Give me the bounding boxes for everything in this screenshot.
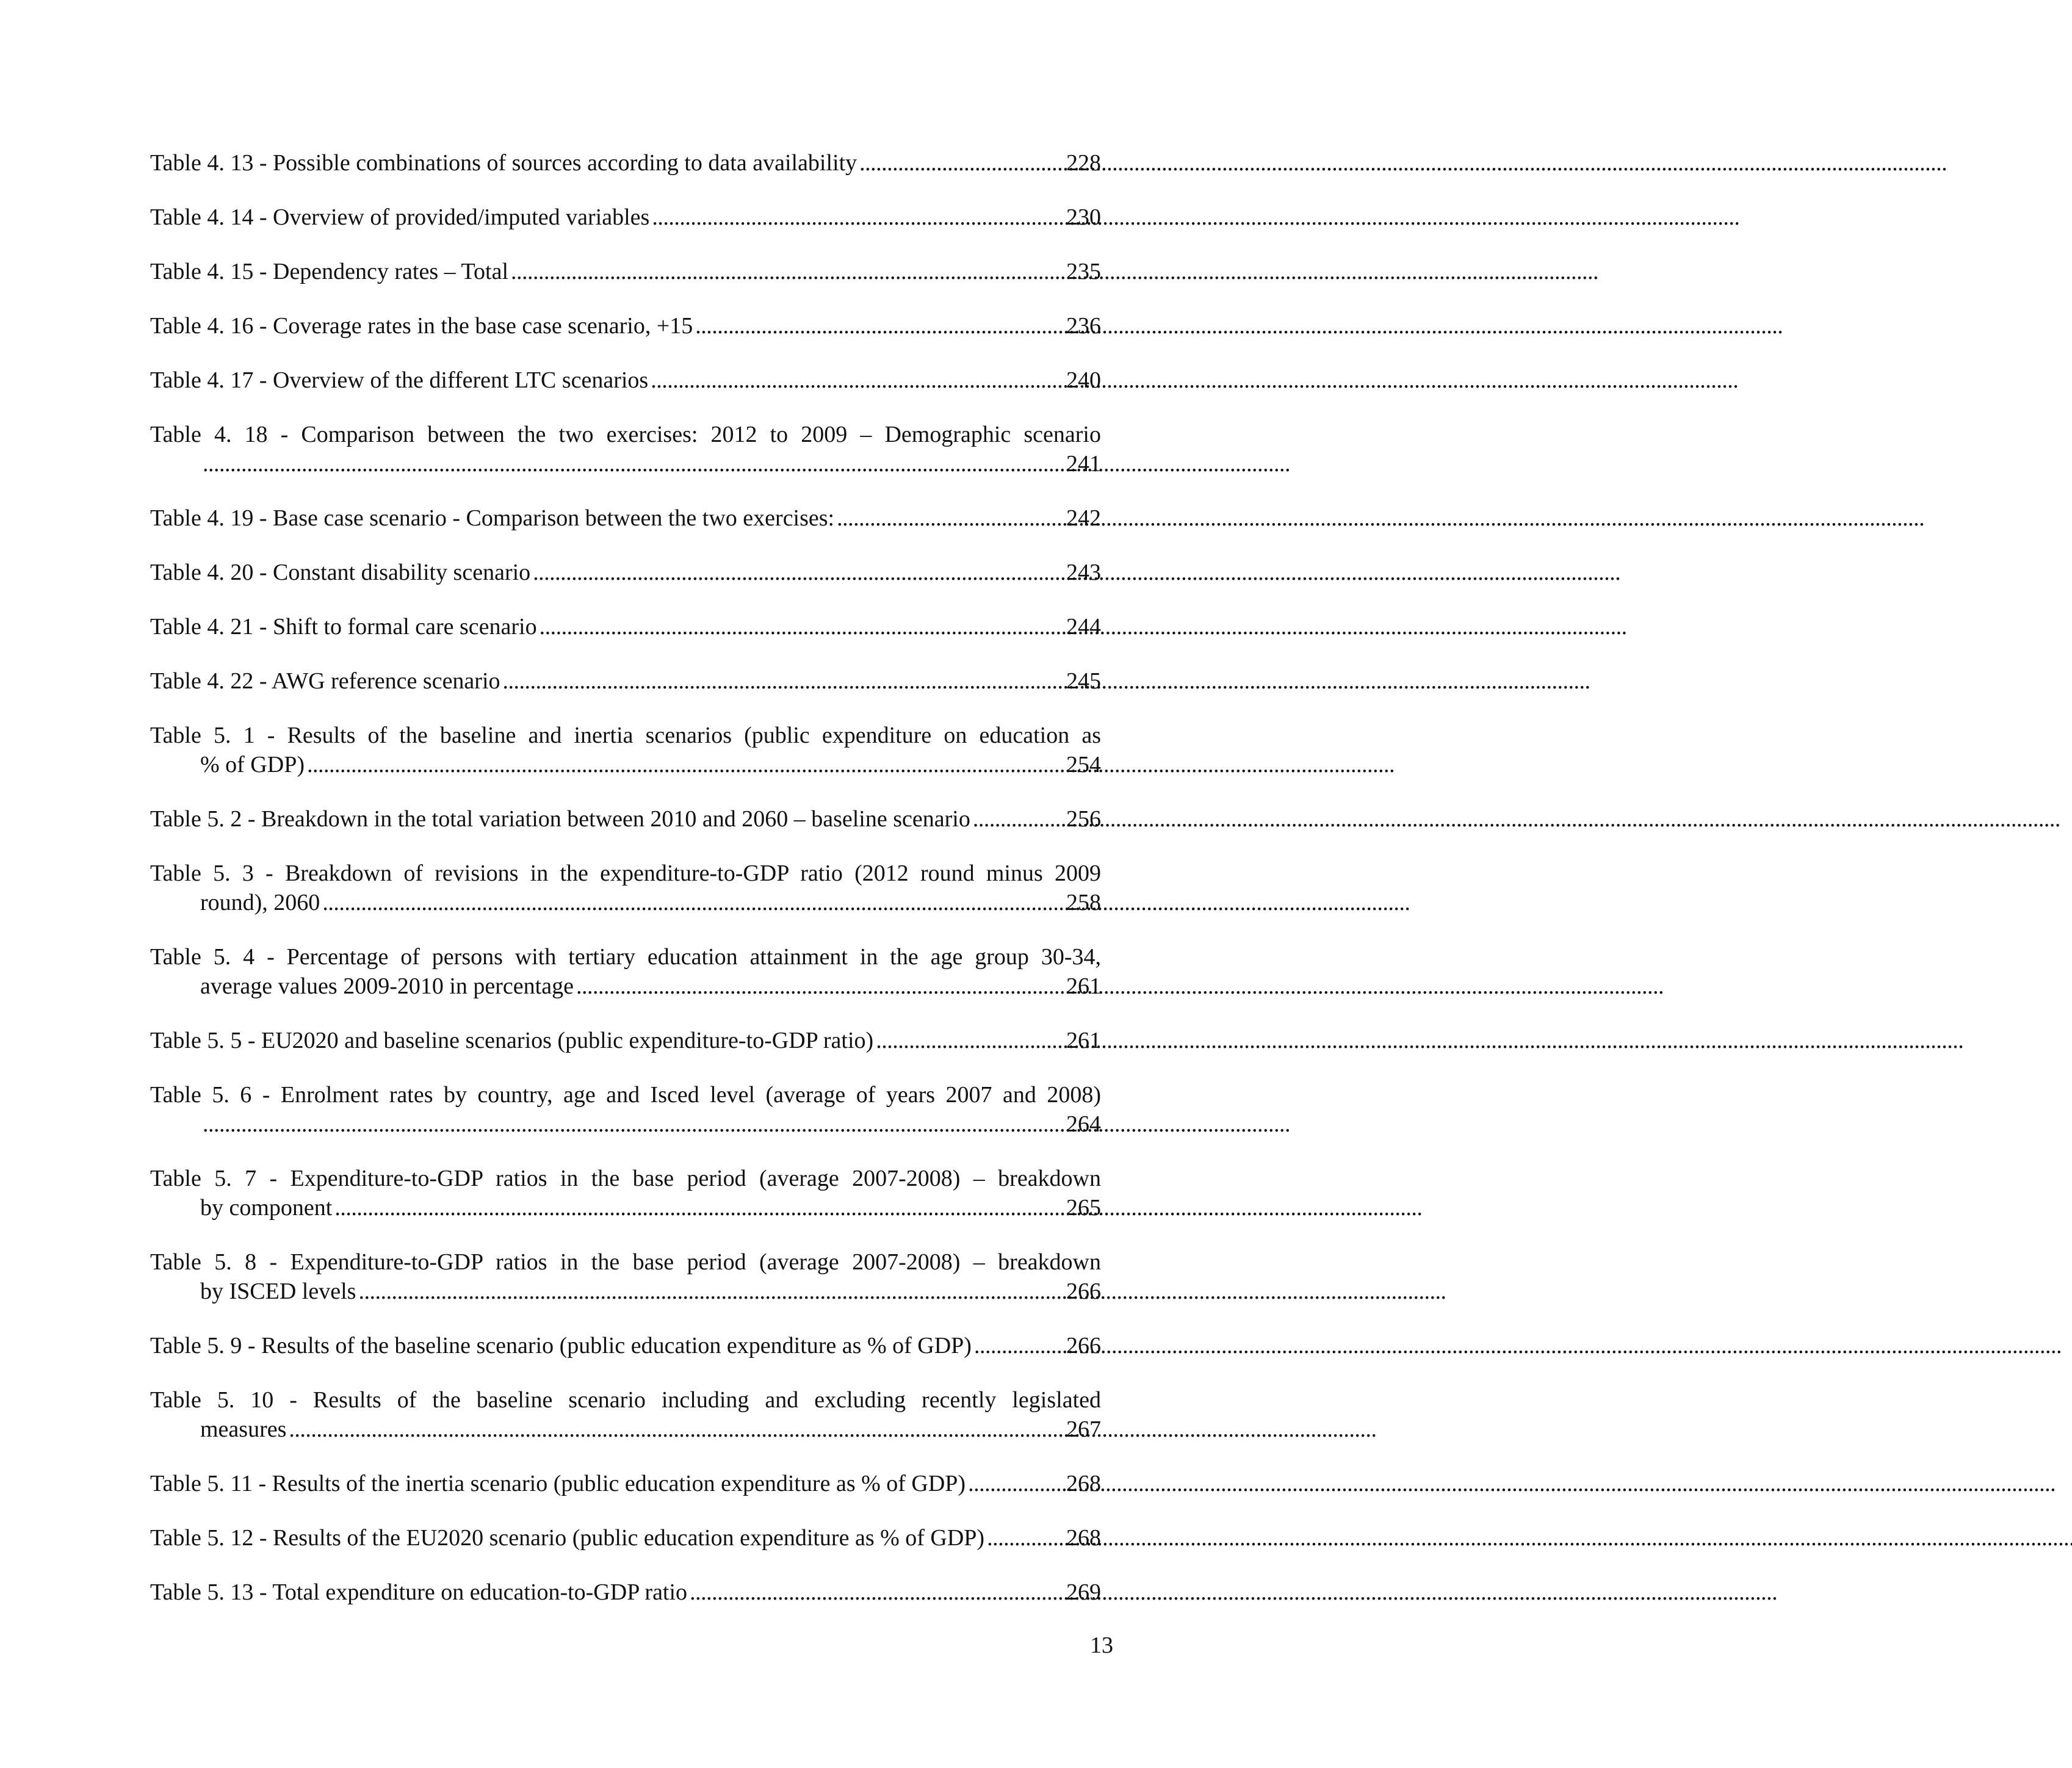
toc-entry[interactable] bbox=[150, 558, 1101, 587]
toc-entry[interactable] bbox=[150, 1247, 1101, 1306]
toc-entry-title: Table 5. 6 - Enrolment rates by country, age and Isced level (average of years 2007 and 2008) bbox=[150, 1082, 1101, 1108]
toc-entry-title: Table 5. 2 - Breakdown in the total variation between 2010 and 2060 – baseline scenario bbox=[150, 806, 970, 832]
toc-entry[interactable] bbox=[150, 1331, 1101, 1360]
dot-leader bbox=[322, 888, 1064, 917]
dot-leader bbox=[307, 750, 1064, 779]
dot-leader bbox=[503, 666, 1064, 696]
dot-leader bbox=[358, 1277, 1064, 1306]
toc-entry-title: Table 5. 7 - Expenditure-to-GDP ratios in the base period (average 2007-2008) – breakdown bbox=[150, 1166, 1101, 1191]
dot-leader bbox=[973, 804, 1064, 834]
toc-entry[interactable] bbox=[150, 666, 1101, 696]
toc-entry-title: Table 5. 5 - EU2020 and baseline scenarios (public expenditure-to-GDP ratio) bbox=[150, 1028, 874, 1053]
toc-entry-title-continued: by ISCED levels bbox=[200, 1279, 356, 1304]
toc-entry-page: 261 bbox=[1066, 1028, 1101, 1053]
dot-leader bbox=[203, 1110, 1064, 1139]
toc-entry-page: 268 bbox=[1066, 1471, 1101, 1496]
toc-entry-page: 268 bbox=[1066, 1525, 1101, 1551]
toc-entry-page: 266 bbox=[1066, 1279, 1101, 1304]
dot-leader bbox=[289, 1415, 1064, 1444]
toc-entry-title: Table 5. 3 - Breakdown of revisions in the expenditure-to-GDP ratio (2012 round minus 2009 bbox=[150, 861, 1101, 886]
toc-entry-page: 266 bbox=[1066, 1333, 1101, 1358]
toc-entry-title-continued: measures bbox=[200, 1416, 287, 1442]
toc-entry-page: 228 bbox=[1066, 150, 1101, 176]
toc-entry-title: Table 4. 13 - Possible combinations of sources according to data availability bbox=[150, 150, 857, 176]
toc-entry-title: Table 5. 10 - Results of the baseline scenario including and excluding recently legislated bbox=[150, 1387, 1101, 1413]
toc-entry-title: Table 5. 8 - Expenditure-to-GDP ratios in the base period (average 2007-2008) – breakdown bbox=[150, 1249, 1101, 1275]
dot-leader bbox=[987, 1523, 1064, 1553]
toc-entry-page: 244 bbox=[1066, 614, 1101, 640]
toc-entry[interactable] bbox=[150, 420, 1101, 478]
toc-entry-title: Table 5. 12 - Results of the EU2020 scenario (public education expenditure as % of GDP) bbox=[150, 1525, 985, 1551]
dot-leader bbox=[203, 449, 1064, 478]
toc-entry-page: 261 bbox=[1066, 973, 1101, 999]
toc-entry[interactable] bbox=[150, 1385, 1101, 1444]
toc-entry[interactable] bbox=[150, 503, 1101, 533]
toc-entry-title: Table 5. 9 - Results of the baseline scenario (public education expenditure as % of GDP) bbox=[150, 1333, 972, 1358]
dot-leader bbox=[651, 366, 1064, 395]
toc-entry-title: Table 5. 11 - Results of the inertia scenario (public education expenditure as % of GDP) bbox=[150, 1471, 966, 1496]
toc-entry-page: 243 bbox=[1066, 560, 1101, 585]
toc-entry[interactable] bbox=[150, 148, 1101, 178]
toc-entry-title-continued: average values 2009-2010 in percentage bbox=[200, 973, 574, 999]
dot-leader bbox=[511, 257, 1064, 286]
toc-entry[interactable] bbox=[150, 366, 1101, 395]
dot-leader bbox=[859, 148, 1064, 178]
toc-entry-title: Table 4. 19 - Base case scenario - Comparison between the two exercises: bbox=[150, 505, 835, 531]
toc-entry-title: Table 4. 21 - Shift to formal care scenario bbox=[150, 614, 537, 640]
toc-entry-title-continued: % of GDP) bbox=[200, 752, 305, 778]
toc-entry-page: 236 bbox=[1066, 313, 1101, 339]
toc-entry-page: 235 bbox=[1066, 259, 1101, 284]
toc-entry-page: 264 bbox=[1066, 1111, 1101, 1137]
toc-entry[interactable] bbox=[150, 1469, 1101, 1498]
list-of-tables bbox=[150, 148, 1101, 1607]
toc-entry[interactable] bbox=[150, 612, 1101, 641]
toc-entry-title: Table 4. 16 - Coverage rates in the base case scenario, +15 bbox=[150, 313, 693, 339]
toc-entry[interactable] bbox=[150, 1523, 1101, 1553]
dot-leader bbox=[533, 558, 1064, 587]
toc-entry[interactable] bbox=[150, 257, 1101, 286]
toc-entry[interactable] bbox=[150, 721, 1101, 779]
toc-entry[interactable] bbox=[150, 203, 1101, 232]
toc-entry-title: Table 4. 22 - AWG reference scenario bbox=[150, 668, 500, 694]
dot-leader bbox=[837, 503, 1064, 533]
toc-entry-page: 245 bbox=[1066, 668, 1101, 694]
toc-entry-title-continued: round), 2060 bbox=[200, 890, 320, 915]
toc-entry[interactable] bbox=[150, 942, 1101, 1001]
toc-entry[interactable] bbox=[150, 1026, 1101, 1055]
dot-leader bbox=[334, 1193, 1064, 1222]
dot-leader bbox=[968, 1469, 1064, 1498]
dot-leader bbox=[876, 1026, 1064, 1055]
toc-entry-title-continued: by component bbox=[200, 1195, 333, 1221]
toc-entry[interactable] bbox=[150, 1164, 1101, 1222]
toc-entry-page: 269 bbox=[1066, 1579, 1101, 1605]
toc-entry-title: Table 4. 20 - Constant disability scenario bbox=[150, 560, 531, 585]
toc-entry-page: 230 bbox=[1066, 204, 1101, 230]
toc-entry[interactable] bbox=[150, 859, 1101, 917]
toc-entry[interactable] bbox=[150, 311, 1101, 341]
toc-entry-page: 241 bbox=[1066, 451, 1101, 477]
toc-entry[interactable] bbox=[150, 1080, 1101, 1139]
toc-entry-page: 267 bbox=[1066, 1416, 1101, 1442]
toc-entry-title: Table 5. 4 - Percentage of persons with tertiary education attainment in the age group 30-34, bbox=[150, 944, 1101, 970]
toc-entry-title: Table 5. 1 - Results of the baseline and inertia scenarios (public expenditure on education as bbox=[150, 723, 1101, 748]
dot-leader bbox=[540, 612, 1064, 641]
toc-entry-title: Table 4. 15 - Dependency rates – Total bbox=[150, 259, 508, 284]
dot-leader bbox=[690, 1578, 1064, 1607]
toc-entry-page: 254 bbox=[1066, 752, 1101, 778]
dot-leader bbox=[576, 972, 1064, 1001]
dot-leader bbox=[974, 1331, 1064, 1360]
toc-entry-title: Table 4. 18 - Comparison between the two exercises: 2012 to 2009 – Demographic scenario bbox=[150, 422, 1101, 447]
toc-entry-page: 265 bbox=[1066, 1195, 1101, 1221]
toc-entry-title: Table 4. 14 - Overview of provided/imputed variables bbox=[150, 204, 650, 230]
toc-entry-title: Table 5. 13 - Total expenditure on education-to-GDP ratio bbox=[150, 1579, 688, 1605]
toc-entry-title: Table 4. 17 - Overview of the different LTC scenarios bbox=[150, 367, 649, 393]
toc-entry-page: 256 bbox=[1066, 806, 1101, 832]
toc-entry[interactable] bbox=[150, 1578, 1101, 1607]
page-number: 13 bbox=[1090, 1633, 1113, 1658]
dot-leader bbox=[652, 203, 1064, 232]
toc-entry-page: 242 bbox=[1066, 505, 1101, 531]
toc-entry[interactable] bbox=[150, 804, 1101, 834]
toc-entry-page: 258 bbox=[1066, 890, 1101, 915]
toc-entry-page: 240 bbox=[1066, 367, 1101, 393]
dot-leader bbox=[695, 311, 1064, 341]
